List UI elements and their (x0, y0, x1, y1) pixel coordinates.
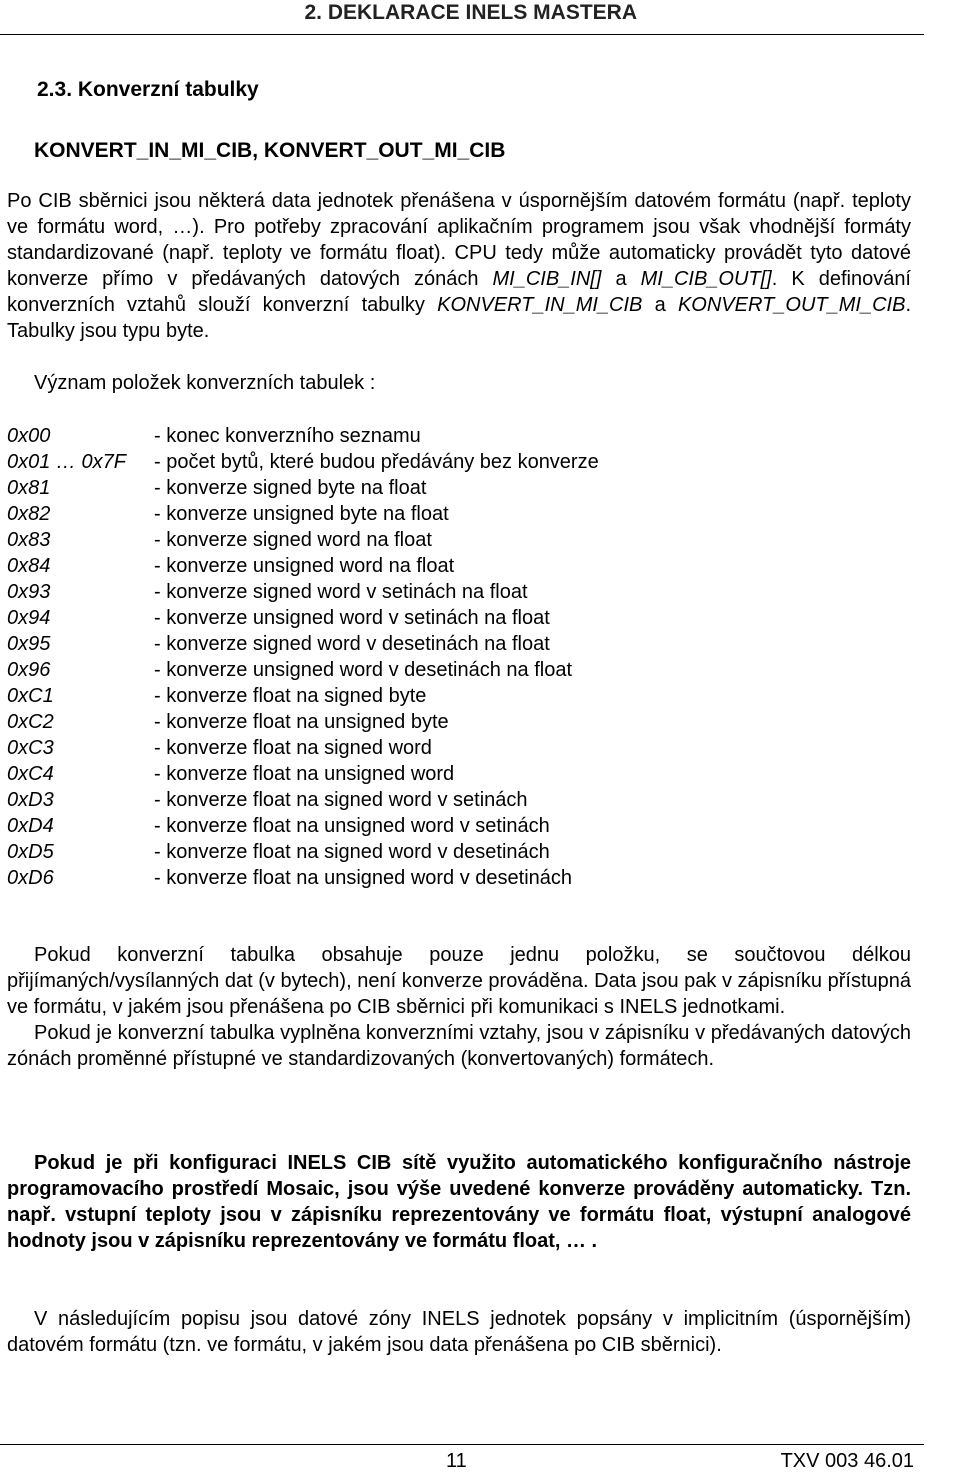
code-value: 0xC2 (7, 711, 54, 733)
code-description: - konverze signed word na float (154, 529, 432, 551)
code-value: 0x00 (7, 425, 51, 447)
paragraph-filled-table: Pokud je konverzní tabulka vyplněna konverzními vztahy, jsou v zápisníku v předávaných datových zónách proměnné přístupné ve standardizovaných (konvertovaných) formátech. (7, 1022, 911, 1070)
intro-paragraph (7, 188, 911, 344)
footer-rule (0, 1444, 924, 1445)
code-description: - konverze float na signed word v setinách (154, 789, 528, 811)
code-value: 0x01 … 0x7F (7, 451, 126, 473)
code-row (7, 449, 599, 475)
code-value: 0xC4 (7, 763, 54, 785)
code-row (7, 631, 599, 657)
code-value: 0x94 (7, 607, 51, 629)
code-description: - konec konverzního seznamu (154, 425, 421, 447)
code-description: - konverze float na signed byte (154, 685, 427, 707)
code-row (7, 839, 599, 865)
zone-in-name: MI_CIB_IN[] (492, 268, 602, 290)
code-description: - konverze signed word v setinách na float (154, 581, 528, 603)
code-value: 0x93 (7, 581, 51, 603)
table-in-name: KONVERT_IN_MI_CIB (437, 294, 643, 316)
zone-out-name: MI_CIB_OUT[] (640, 268, 772, 290)
code-description: - konverze float na unsigned word (154, 763, 455, 785)
conversion-code-table (7, 423, 599, 891)
code-description: - konverze float na unsigned byte (154, 711, 449, 733)
intro-text-1: Po CIB sběrnici jsou některá data jednotek přenášena v úspornějším datovém formátu (např. teploty ve formátu word, …). Pro potřeby zpracování aplikačním programem jsou však vhodnější formáty standardizované (např. teploty ve formátu float). CPU tedy může automaticky provádět tyto datové konverze přímo v předávaných datových zónách (7, 190, 911, 290)
code-row (7, 553, 599, 579)
code-description: - konverze float na unsigned word v setinách (154, 815, 550, 837)
page-number: 11 (446, 1450, 467, 1472)
code-description: - konverze unsigned word na float (154, 555, 455, 577)
code-row (7, 527, 599, 553)
code-value: 0xD6 (7, 867, 54, 889)
intro-text-3: . Tabulky jsou typu byte. (7, 294, 911, 342)
code-row (7, 735, 599, 761)
chapter-header: 2. DEKLARACE INELS MASTERA (304, 1, 637, 24)
code-row (7, 709, 599, 735)
intro-and-2: a (642, 294, 678, 316)
code-value: 0x83 (7, 529, 51, 551)
intro-text-2: . K definování konverzních vztahů slouží konverzní tabulky (7, 268, 911, 316)
section-title: 2.3. Konverzní tabulky (37, 78, 259, 101)
code-row (7, 657, 599, 683)
code-description: - konverze unsigned word v desetinách na float (154, 659, 573, 681)
paragraph-single-item: Pokud konverzní tabulka obsahuje pouze jednu položku, se součtovou délkou přijímaných/vysílanných dat (v bytech), není konverze prováděna. Data jsou pak v zápisníku přístupná ve formátu, v jakém jsou přenášena po CIB sběrnici při komunikaci s INELS jednotkami. (7, 944, 911, 1018)
code-row (7, 761, 599, 787)
code-row (7, 501, 599, 527)
code-row (7, 813, 599, 839)
table-names-heading: KONVERT_IN_MI_CIB, KONVERT_OUT_MI_CIB (34, 139, 506, 162)
code-description: - konverze float na unsigned word v desetinách (154, 867, 573, 889)
code-value: 0xC3 (7, 737, 54, 759)
code-description: - počet bytů, které budou předávány bez konverze (154, 451, 599, 473)
code-row (7, 683, 599, 709)
code-value: 0xD3 (7, 789, 54, 811)
code-value: 0x96 (7, 659, 51, 681)
code-row (7, 475, 599, 501)
code-value: 0x95 (7, 633, 51, 655)
code-description: - konverze unsigned word v setinách na float (154, 607, 550, 629)
body-paragraphs-1 (7, 942, 911, 1072)
code-description: - konverze float na signed word (154, 737, 432, 759)
code-row (7, 787, 599, 813)
document-code: TXV 003 46.01 (780, 1450, 914, 1472)
header-rule (0, 34, 924, 35)
code-value: 0xD5 (7, 841, 54, 863)
legend-title: Význam položek konverzních tabulek : (34, 372, 376, 394)
code-description: - konverze unsigned byte na float (154, 503, 449, 525)
code-value: 0x82 (7, 503, 51, 525)
code-value: 0x81 (7, 477, 51, 499)
code-description: - konverze signed byte na float (154, 477, 427, 499)
code-value: 0x84 (7, 555, 51, 577)
code-row (7, 579, 599, 605)
code-row (7, 865, 599, 891)
code-description: - konverze float na signed word v desetinách (154, 841, 550, 863)
code-value: 0xD4 (7, 815, 54, 837)
code-row (7, 423, 599, 449)
paragraph-mosaic-text: Pokud je při konfiguraci INELS CIB sítě využito automatického konfiguračního nástroje programovacího prostředí Mosaic, jsou výše uvedené konverze prováděny automaticky. Tzn. např. vstupní teploty jsou v zápisníku reprezentovány ve formátu float, výstupní analogové hodnoty jsou v zápisníku reprezentovány ve formátu float, … . (7, 1152, 911, 1252)
paragraph-zone-text: V následujícím popisu jsou datové zóny INELS jednotek popsány v implicitním (úspornějším) datovém formátu (tzn. ve formátu, v jakém jsou data přenášena po CIB sběrnici). (7, 1308, 911, 1356)
code-value: 0xC1 (7, 685, 54, 707)
paragraph-mosaic-config (7, 1150, 911, 1254)
intro-and-1: a (601, 268, 641, 290)
paragraph-zone-description (7, 1306, 911, 1358)
table-out-name: KONVERT_OUT_MI_CIB (677, 294, 906, 316)
code-description: - konverze signed word v desetinách na float (154, 633, 550, 655)
code-row (7, 605, 599, 631)
